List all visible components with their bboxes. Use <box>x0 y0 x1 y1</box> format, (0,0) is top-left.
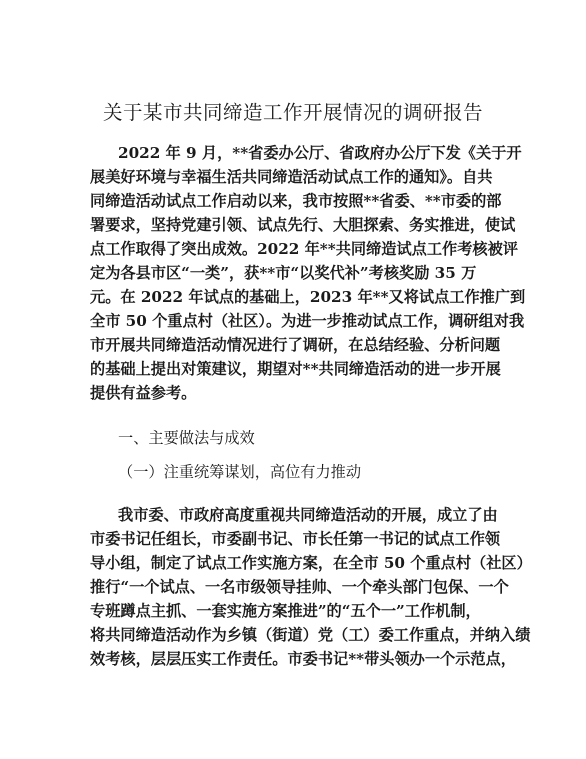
intro-line: 2022 年 9 月，**省委办公厅、省政府办公厅下发《关于开 <box>118 144 522 162</box>
body-line: 推行“一个试点、一名市级领导挂帅、一个牵头部门包保、一个 <box>90 578 509 596</box>
body-line: 导小组，制定了试点工作实施方案，在全市 50 个重点村（社区） <box>90 554 532 572</box>
intro-line: 提供有益参考。 <box>90 384 197 402</box>
document-title: 关于某市共同缔造工作开展情况的调研报告 <box>102 101 483 124</box>
section-heading: 一、主要做法与成效 <box>118 429 255 447</box>
intro-line: 展美好环境与幸福生活共同缔造活动试点工作的通知》。自共 <box>90 168 493 186</box>
intro-line: 定为各县市区“一类”，获**市“以奖代补”考核奖励 35 万 <box>90 264 477 282</box>
intro-line: 元。在 2022 年试点的基础上，2023 年**又将试点工作推广到 <box>90 288 526 306</box>
intro-line: 全市 50 个重点村（社区）。为进一步推动试点工作，调研组对我 <box>90 312 525 330</box>
intro-line: 同缔造活动试点工作启动以来，我市按照**省委、**市委的部 <box>90 192 502 210</box>
body-line: 效考核，层层压实工作责任。市委书记**带头领办一个示范点， <box>90 650 516 668</box>
subsection-heading: （一）注重统筹谋划，高位有力推动 <box>118 463 361 481</box>
body-line: 专班蹲点主抓、一套实施方案推进”的“五个一”工作机制， <box>90 602 481 620</box>
body-line: 将共同缔造活动作为乡镇（街道）党（工）委工作重点，并纳入绩 <box>90 626 531 644</box>
body-line: 我市委、市政府高度重视共同缔造活动的开展，成立了由 <box>118 506 498 524</box>
body-line: 市委书记任组长，市委副书记、市长任第一书记的试点工作领 <box>90 530 501 548</box>
intro-line: 的基础上提出对策建议，期望对**共同缔造活动的进一步开展 <box>90 360 501 378</box>
intro-line: 市开展共同缔造活动情况进行了调研，在总结经验、分析问题 <box>90 336 501 354</box>
intro-line: 点工作取得了突出成效。2022 年**共同缔造试点工作考核被评 <box>90 240 518 258</box>
intro-line: 署要求，坚持党建引领、试点先行、大胆探索、务实推进，使试 <box>90 216 516 234</box>
